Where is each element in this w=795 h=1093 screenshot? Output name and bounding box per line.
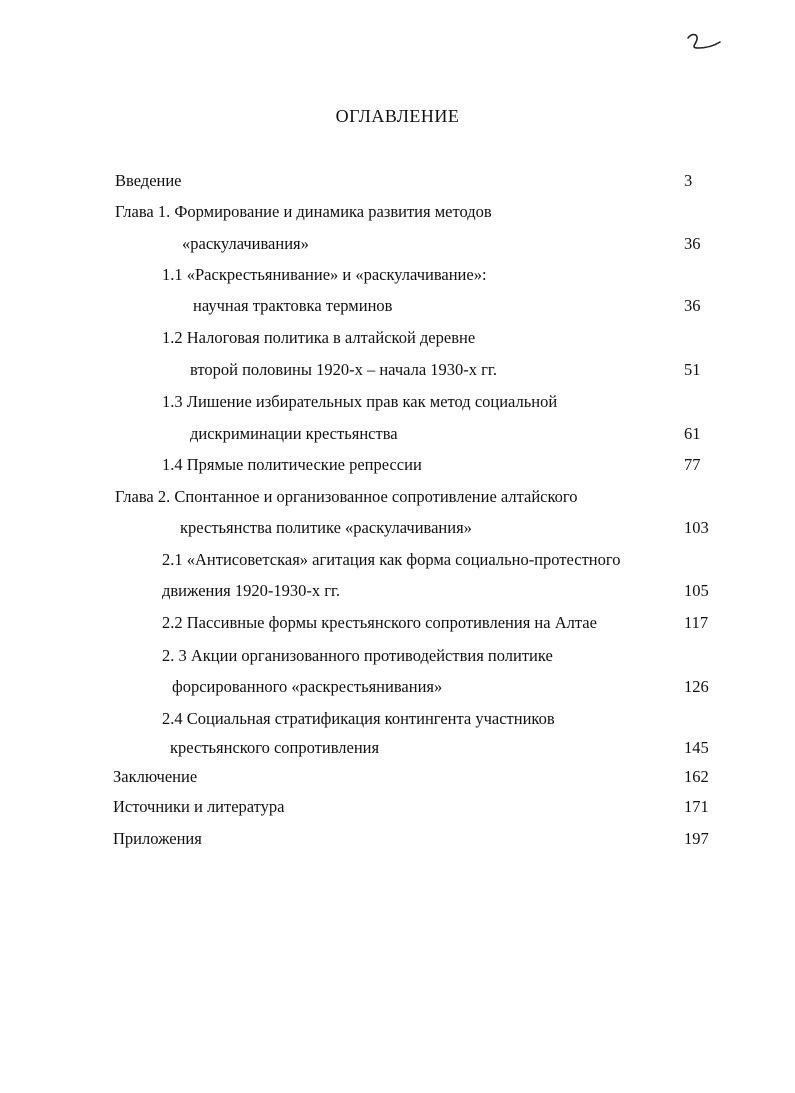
toc-entry-chapter-1-cont: «раскулачивания»: [182, 234, 309, 253]
toc-entry-1-2: 1.2 Налоговая политика в алтайской деревне: [162, 328, 476, 347]
toc-entry-1-3: 1.3 Лишение избирательных прав как метод социальной: [162, 392, 558, 411]
toc-page-number: 197: [684, 829, 709, 848]
toc-entry-1-1: 1.1 «Раскрестьянивание» и «раскулачивание»:: [162, 265, 487, 284]
toc-entry-2-1-cont: движения 1920-1930-х гг.: [162, 581, 341, 600]
handwritten-page-mark: [684, 28, 724, 58]
toc-page-number: 103: [684, 518, 709, 537]
toc-entry-1-4: 1.4 Прямые политические репрессии: [162, 455, 422, 474]
toc-entry-chapter-2-cont: крестьянства политике «раскулачивания»: [180, 518, 472, 537]
toc-entry-2-1: 2.1 «Антисоветская» агитация как форма социально-протестного: [162, 550, 621, 569]
toc-page-number: 36: [684, 296, 701, 315]
toc-page-number: 126: [684, 677, 709, 696]
toc-page-number: 105: [684, 581, 709, 600]
toc-page-number: 77: [684, 455, 701, 474]
toc-entry-chapter-1: Глава 1. Формирование и динамика развития методов: [115, 202, 492, 221]
toc-page-number: 117: [684, 613, 709, 632]
toc-entry-2-4: 2.4 Социальная стратификация контингента участников: [162, 709, 555, 728]
toc-page-number: 51: [684, 360, 701, 379]
toc-page-number: 171: [684, 797, 709, 816]
toc-page-number: 36: [684, 234, 701, 253]
toc-entry-2-3: 2. 3 Акции организованного противодействия политике: [162, 646, 553, 665]
toc-page-number: 162: [684, 767, 709, 786]
toc-entry-2-4-cont: крестьянского сопротивления: [170, 738, 380, 757]
toc-entry-1-2-cont: второй половины 1920-х – начала 1930-х гг.: [190, 360, 497, 379]
toc-entry-intro: Введение: [115, 171, 182, 190]
page-title: ОГЛАВЛЕНИЕ: [335, 106, 460, 126]
toc-entry-2-3-cont: форсированного «раскрестьянивания»: [172, 677, 443, 696]
toc-entry-appendices: Приложения: [113, 829, 202, 848]
toc-page-number: 145: [684, 738, 709, 757]
toc-entry-2-2: 2.2 Пассивные формы крестьянского сопротивления на Алтае: [162, 613, 597, 632]
toc-entry-sources: Источники и литература: [113, 797, 285, 816]
toc-page-number: 61: [684, 424, 701, 443]
toc-entry-1-1-cont: научная трактовка терминов: [193, 296, 393, 315]
toc-entry-conclusion: Заключение: [113, 767, 198, 786]
toc-entry-chapter-2: Глава 2. Спонтанное и организованное сопротивление алтайского: [115, 487, 578, 506]
toc-entry-1-3-cont: дискриминации крестьянства: [190, 424, 398, 443]
toc-page-number: 3: [684, 171, 693, 190]
